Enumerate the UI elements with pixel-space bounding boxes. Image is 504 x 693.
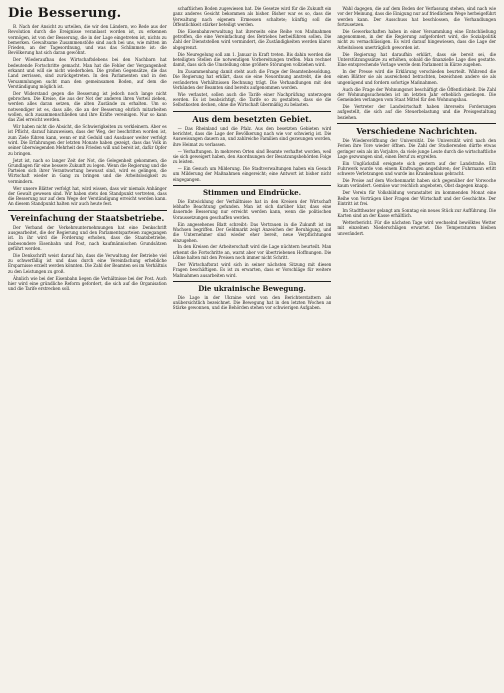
paragraph: Ähnlich wie bei der Eisenbahn liegen die Verhältnisse bei der Post. Auch hier wird eine gründliche Reform gefordert, die sich auf die Organisation und die Tarife erstrecken soll. [8, 275, 167, 292]
paragraph: Die Gewerkschaften haben in einer Versammlung eine Entschließung angenommen, in der die Regierung aufgefordert wird, die Sozialpolitik nicht zu vernachlässigen. Es wird darauf hingewiesen, dass die Lage der Arbeitslosen unerträglich geworden ist. [337, 28, 497, 50]
headline-verschiedene-nachrichten: Verschiedene Nachrichten. [356, 125, 478, 136]
paragraph: Die Entwicklung der Verhältnisse hat in den Kreisen der Wirtschaft lebhafte Beachtung gefunden. Man ist sich darüber klar, dass eine dauernde Besserung nur erreicht werden kann, wenn die politischen Voraussetzungen geschaffen werden. [172, 198, 332, 220]
paragraph: Jetzt ist, nach so langer Zeit der Not, die Gelegenheit gekommen, die Grundlagen für eine bessere Zukunft zu legen. Wenn die Regierung und die Parteien sich ihrer Verantwortung bewusst sind, wird es gelingen, die Wirtschaft wieder in Gang zu bringen und die Arbeitslosigkeit zu vermindern. [8, 157, 167, 184]
divider [173, 185, 332, 186]
paragraph: Wahl dagegen, die auf dem Boden der Verfassung stehen, sind nach wie vor der Meinung, dass die Einigung nur auf friedlichem Wege herbeigeführt werden kann. Der Ausschuss hat beschlossen, die Verhandlungen fortzusetzen. [337, 6, 497, 27]
paragraph: — Ein Gesuch um Milderung. Die Stadtverwaltungen haben ein Gesuch um Milderung der Maßnahmen eingereicht; eine Antwort ist bisher nicht eingegangen. [172, 165, 332, 182]
paragraph: Der Wirtschaftsrat wird sich in seiner nächsten Sitzung mit diesen Fragen beschäftigen. Es ist zu erwarten, dass er Vorschläge für weitere Maßnahmen ausarbeiten wird. [172, 261, 332, 278]
paragraph: Die Eisenbahnverwaltung hat ihrerseits eine Reihe von Maßnahmen getroffen, die eine Vereinfachung des Betriebes herbeiführen sollen. Die Zahl der Dienststellen wird vermindert, die Zuständigkeiten werden klarer abgegrenzt. [172, 28, 332, 50]
paragraph: Ein Unglücksfall ereignete sich gestern auf der Landstraße. Ein Fuhrwerk wurde von einem Kraftwagen angefahren; der Fuhrmann erlitt schwere Verletzungen und wurde ins Krankenhaus gebracht. [337, 160, 497, 177]
paragraph: Die Vertreter der Landwirtschaft haben ihrerseits Forderungen aufgestellt, die sich auf die Steuerbelastung und die Preisgestaltung beziehen. [337, 104, 497, 120]
paragraph: Der Verband der Verkehrsunternehmungen hat eine Denkschrift ausgearbeitet, die der Regierung und den Parlamentsparteien zugegangen ist. In ihr wird die Forderung erhoben, dass die Staatsbetriebe, insbesondere Eisenbahn und Post, nach kaufmännischen Grundsätzen geführt werden. [8, 224, 167, 251]
paragraph: Auch die Frage der Wohnungsnot beschäftigt die Öffentlichkeit. Die Zahl der Wohnungssuchenden ist im letzten Jahr erheblich gestiegen. Die Gemeinden verlangen vom Staat Mittel für den Wohnungsbau. [337, 86, 497, 103]
paragraph: Wie verlautet, sollen auch die Tarife einer Nachprüfung unterzogen werden. Es ist beabsichtigt, die Tarife so zu gestalten, dass sie die Selbstkosten decken, ohne die Wirtschaft übermäßig zu belasten. [172, 91, 332, 108]
paragraph: Die Lage in der Ukraine wird von den Berichterstattern als unübersichtlich bezeichnet. Die Bewegung hat in den letzten Wochen an Stärke gewonnen, und die Behörden stehen vor schwierigen Aufgaben. [172, 294, 332, 311]
column-1 [8, 6, 167, 687]
paragraph: In der Presse wird die Erklärung verschieden beurteilt. Während die einen Blätter sie als ausreichend betrachten, bezeichnen andere sie als ungenügend und fordern sofortige Maßnahmen. [337, 69, 497, 85]
column-3 [337, 6, 496, 687]
paragraph: Wer unsere Blätter verfolgt hat, wird wissen, dass wir niemals Anhänger der Gewalt gewesen sind. Wir haben stets den Standpunkt vertreten, dass die Besserung nur auf dem Wege der Verständigung erreicht werden kann. An diesem Standpunkt halten wir auch heute fest. [8, 185, 167, 207]
paragraph: — Verhaftungen. In mehreren Orten sind Beamte verhaftet worden, weil sie sich geweigert haben, den Anordnungen der Besatzungsbehörden Folge zu leisten. [172, 148, 332, 165]
column-2 [173, 6, 332, 687]
paragraph: Ein angesehenes Blatt schreibt: Das Vertrauen in die Zukunft ist im Wachsen begriffen. Der Geldmarkt zeigt Anzeichen der Beruhigung, und die Unternehmer sind wieder eher bereit, neue Verpflichtungen einzugehen. [172, 221, 332, 243]
divider [173, 111, 332, 112]
paragraph: Die Denkschrift weist darauf hin, dass die Verwaltung der Betriebe viel zu schwerfällig ist und dass durch eine Vereinfachung erhebliche Ersparnisse erzielt werden könnten. Die Zahl der Beamten sei im Verhältnis zu den Leistungen zu groß. [8, 252, 167, 274]
divider [8, 210, 167, 211]
columns [8, 6, 496, 687]
paragraph: Im Zusammenhang damit steht auch die Frage der Beamtenbesoldung. Die Regierung hat erklärt, dass sie eine Neuordnung anstrebt, die den veränderten Verhältnissen Rechnung trägt. Die Verhandlungen mit den Verbänden der Beamten sind bereits aufgenommen worden. [172, 69, 332, 90]
paragraph: Wir haben nicht die Absicht, die Schwierigkeiten zu verkleinern. Aber es ist Pflicht, darauf hinzuweisen, dass der Weg, der beschritten worden ist, zum Ziele führen kann, wenn er mit Geduld und Ausdauer weiter verfolgt wird. Die Erfahrungen der letzten Monate haben gezeigt, dass das Volk in seiner überwiegenden Mehrheit den Frieden will und bereit ist, dafür Opfer zu bringen. [8, 124, 167, 156]
paragraph: Die Neuregelung soll am 1. Januar in Kraft treten. Bis dahin werden die beteiligten Stellen die notwendigen Vorbereitungen treffen. Man rechnet damit, dass sich die Umstellung ohne größere Störungen vollziehen wird. [172, 51, 332, 68]
paragraph: Die Preise auf dem Wochenmarkt haben sich gegenüber der Vorwoche kaum verändert. Gemüse war reichlich angeboten, Obst dagegen knapp. [337, 178, 497, 189]
paragraph: Im Stadttheater gelangt am Sonntag ein neues Stück zur Aufführung. Die Karten sind an der Kasse erhältlich. [337, 207, 497, 219]
paragraph: Der Widerstand gegen die Besserung ist jedoch noch lange nicht gebrochen. Die Kreise, die aus der Not der anderen ihren Vorteil ziehen, werden alles daran setzen, die alten Zustände zu erhalten. Um so notwendiger ist es, dass alle, die an der Besserung ehrlich mitarbeiten wollen, sich zusammenschließen und ihre Kräfte vereinigen. Nur so kann das Ziel erreicht werden. [8, 90, 167, 123]
divider [173, 281, 332, 282]
paragraph: schaftlichen Boden zugewiesen hat. Die Gesetze wird für die Zukunft ein ganz anderes Gesicht bekommen als bisher. Bisher war es so, dass die Verwaltung nach eigenem Ermessen schaltete; künftig soll die Öffentlichkeit stärker beteiligt werden. [172, 6, 332, 27]
paragraph: Wetterbericht. Für die nächsten Tage wird wechselnd bewölktes Wetter mit einzelnen Niederschlägen erwartet. Die Temperaturen bleiben unverändert. [337, 220, 497, 236]
paragraph: In den Kreisen der Arbeiterschaft wird die Lage nüchtern beurteilt. Man erkennt die Fortschritte an, warnt aber vor übertriebenen Hoffnungen. Die Löhne halten mit den Preisen noch immer nicht Schritt. [172, 244, 332, 261]
divider [337, 123, 496, 124]
paragraph: Der Verein für Volksbildung veranstaltet im kommenden Monat eine Reihe von Vorträgen über Fragen der Wirtschaft und der Geschichte. Der Eintritt ist frei. [337, 190, 497, 206]
headline-besetzten-gebiet: Aus dem besetzten Gebiet. [192, 113, 312, 124]
paragraph: B. Nach der Ansicht zu urteilen, die wir den Ländern, wo Rede aus der Revolution durch die Ereignisse veranlasst worden ist, zu erkennen vermögen, ist von der Besserung, die in der Lage eingetreten ist, nichts zu bemerken. Gewaltsame Zusammenstöße sind auch bei uns, wie mitten im Frieden, an der Tagesordnung, und was das Schlimmste ist: die Bevölkerung hat sich daran gewöhnt. [8, 24, 167, 56]
paragraph: — Das Rheinland und die Pfalz. Aus den besetzten Gebieten wird berichtet, dass die Lage der Bevölkerung nach wie vor schwierig ist. Die Ausweisungen dauern an, und zahlreiche Familien sind gezwungen worden, ihre Heimat zu verlassen. [172, 125, 332, 147]
paragraph: Die Wiedereröffnung der Universität. Die Universität wird nach den Ferien ihre Tore wieder öffnen. Die Zahl der Studierenden dürfte etwas geringer sein als im Vorjahre, da viele junge Leute durch die wirtschaftliche Lage gezwungen sind, einen Beruf zu ergreifen. [337, 137, 497, 159]
paragraph: Die Regierung hat daraufhin erklärt, dass sie bereit sei, die Unterstützungssätze zu erhöhen, sobald die finanzielle Lage dies gestatte. Eine entsprechende Vorlage werde dem Parlament in Kürze zugehen. [337, 51, 497, 68]
paragraph: Der Wiederaufbau des Wirtschaftslebens bei den Nachbarn hat bedeutende Fortschritte gemacht. Man hat die Fehler der Vergangenheit erkannt und will sie nicht wiederholen. Die großen Gegensätze, die das Land zerrissen, sind zurückgetreten. In den Parlamenten und in den Versammlungen sucht man den gemeinsamen Boden, auf dem die Verständigung möglich ist. [8, 57, 167, 89]
headline-ukrainische-bewegung: Die ukrainische Bewegung. [198, 283, 306, 293]
headline-stimmen: Stimmen und Eindrücke. [203, 187, 302, 197]
headline-staatsbetriebe: Vereinfachung der Staatsbetriebe. [10, 212, 165, 223]
headline-die-besserung: Die Besserung. [8, 6, 122, 21]
